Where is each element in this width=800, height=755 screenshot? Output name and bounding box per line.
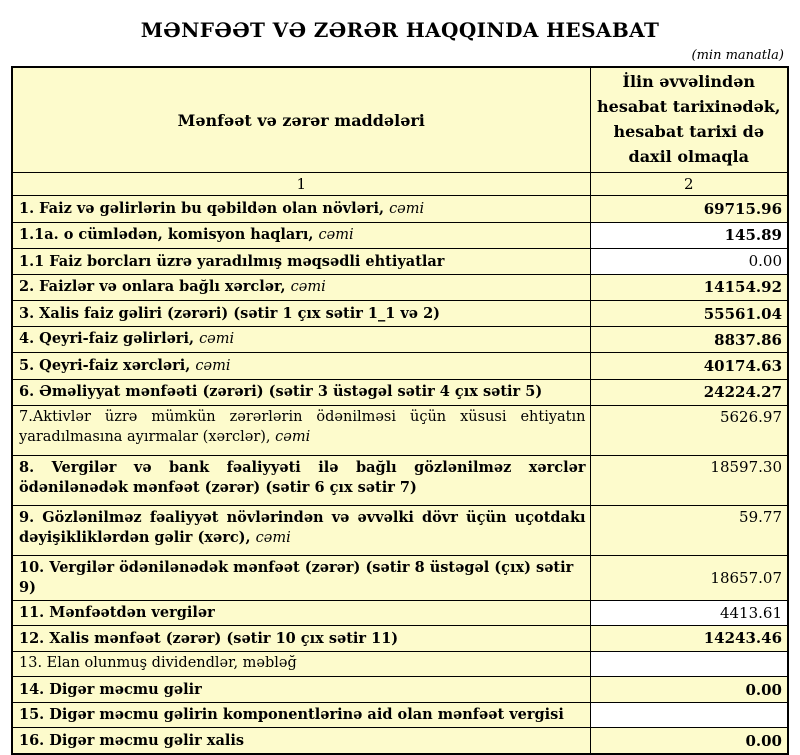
row-value — [590, 702, 788, 728]
table-row — [12, 702, 788, 728]
row-value: 18597.30 — [590, 455, 788, 505]
col2-index: 2 — [590, 173, 788, 196]
row-label: 11. Mənfəətdən vergilər — [12, 600, 590, 626]
row-value: 4413.61 — [590, 600, 788, 626]
column-index-row — [12, 173, 788, 196]
row-label: 15. Digər məcmu gəlirin komponentlərinə aid olan mənfəət vergisi — [12, 702, 590, 728]
table-row — [12, 405, 788, 455]
row-label: 3. Xalis faiz gəliri (zərəri) (sətir 1 çıx sətir 1_1 və 2) — [12, 301, 590, 327]
row-value: 8837.86 — [590, 326, 788, 353]
table-row — [12, 455, 788, 505]
table-row — [12, 728, 788, 754]
row-label-italic-suffix: cəmi — [389, 200, 425, 217]
row-label: 9. Gözlənilməz fəaliyyət növlərindən və əvvəlki dövr üçün uçotdakı dəyişikliklərdən gəlir (xərc), cəmi — [12, 505, 590, 555]
table-row — [12, 274, 788, 301]
table-row — [12, 379, 788, 405]
row-value: 59.77 — [590, 505, 788, 555]
row-value: 18657.07 — [590, 555, 788, 600]
table-row — [12, 651, 788, 677]
row-label: 14. Digər məcmu gəlir — [12, 677, 590, 703]
row-value: 14243.46 — [590, 626, 788, 652]
row-label: 2. Faizlər və onlara bağlı xərclər, cəmi — [12, 274, 590, 301]
row-value: 0.00 — [590, 249, 788, 275]
row-label: 7.Aktivlər üzrə mümkün zərərlərin ödənilməsi üçün xüsusi ehtiyatın yaradılmasına ayırmalar (xərclər), cəmi — [12, 405, 590, 455]
row-value: 14154.92 — [590, 274, 788, 301]
row-label: 6. Əməliyyat mənfəəti (zərəri) (sətir 3 üstəgəl sətir 4 çıx sətir 5) — [12, 379, 590, 405]
table-row — [12, 505, 788, 555]
period-column-header: İlin əvvəlindən hesabat tarixinədək, hesabat tarixi də daxil olmaqla — [590, 67, 788, 173]
row-label: 4. Qeyri-faiz gəlirləri, cəmi — [12, 326, 590, 353]
table-row — [12, 353, 788, 380]
row-label-italic-suffix: cəmi — [195, 357, 231, 374]
row-value: 55561.04 — [590, 301, 788, 327]
row-label: 1.1a. o cümlədən, komisyon haqları, cəmi — [12, 222, 590, 249]
table-row — [12, 677, 788, 703]
table-row — [12, 222, 788, 249]
row-value: 69715.96 — [590, 196, 788, 223]
table-row — [12, 196, 788, 223]
report-page — [0, 18, 800, 755]
row-label: 1. Faiz və gəlirlərin bu qəbildən olan növləri, cəmi — [12, 196, 590, 223]
profit-loss-table — [11, 66, 789, 755]
row-label-italic-suffix: cəmi — [275, 428, 311, 445]
page-title: MƏNFƏƏT VƏ ZƏRƏR HAQQINDA HESABAT — [140, 18, 660, 42]
row-label: 8. Vergilər və bank fəaliyyəti ilə bağlı gözlənilməz xərclər ödənilənədək mənfəət (zərər) (sətir 6 çıx sətir 7) — [12, 455, 590, 505]
row-value: 40174.63 — [590, 353, 788, 380]
row-label-italic-suffix: cəmi — [318, 227, 354, 244]
row-value: 0.00 — [590, 677, 788, 703]
col1-index: 1 — [12, 173, 590, 196]
row-value: 5626.97 — [590, 405, 788, 455]
row-label: 16. Digər məcmu gəlir xalis — [12, 728, 590, 754]
table-row — [12, 626, 788, 652]
row-label: 1.1 Faiz borcları üzrə yaradılmış məqsədli ehtiyatlar — [12, 249, 590, 275]
row-label: 12. Xalis mənfəət (zərər) (sətir 10 çıx sətir 11) — [12, 626, 590, 652]
row-value: 145.89 — [590, 222, 788, 249]
row-label: 5. Qeyri-faiz xərcləri, cəmi — [12, 353, 590, 380]
row-label-italic-suffix: cəmi — [199, 331, 235, 348]
row-value — [590, 651, 788, 677]
row-label-italic-suffix: cəmi — [290, 279, 326, 296]
table-row — [12, 600, 788, 626]
row-label-italic-suffix: cəmi — [255, 529, 291, 546]
row-value: 0.00 — [590, 728, 788, 754]
table-row — [12, 249, 788, 275]
unit-note: (min manatla) — [691, 48, 784, 63]
row-value: 24224.27 — [590, 379, 788, 405]
header-row — [12, 67, 788, 173]
table-body — [12, 196, 788, 755]
table-row — [12, 555, 788, 600]
table-row — [12, 301, 788, 327]
items-column-header: Mənfəət və zərər maddələri — [12, 67, 590, 173]
row-label: 13. Elan olunmuş dividendlər, məbləğ — [12, 651, 590, 677]
table-row — [12, 326, 788, 353]
row-label: 10. Vergilər ödənilənədək mənfəət (zərər) (sətir 8 üstəgəl (çıx) sətir 9) — [12, 555, 590, 600]
